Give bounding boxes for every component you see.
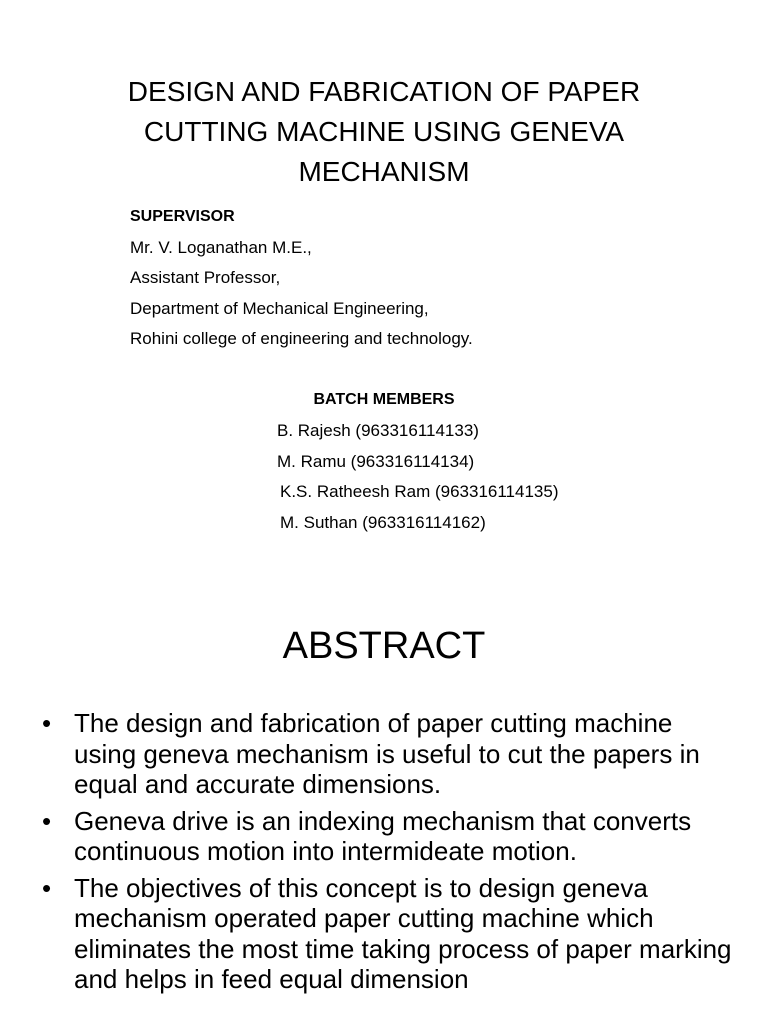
batch-member: M. Suthan (963316114162) xyxy=(280,512,486,532)
supervisor-heading: SUPERVISOR xyxy=(130,208,235,225)
batch-member: M. Ramu (963316114134) xyxy=(277,451,475,471)
supervisor-department: Department of Mechanical Engineering, xyxy=(130,298,429,318)
abstract-bullet-text: The objectives of this concept is to design geneva mechanism operated paper cutting machine which eliminates the most time taking process of paper marking and helps in feed equal dimension xyxy=(74,872,732,994)
bullet-dot-icon: • xyxy=(42,872,52,903)
batch-member: K.S. Ratheesh Ram (963316114135) xyxy=(280,482,559,501)
abstract-bullet xyxy=(40,806,740,867)
abstract-bullet-list xyxy=(40,708,740,1001)
batch-member: B. Rajesh (963316114133) xyxy=(277,421,479,440)
batch-members-list xyxy=(277,416,697,538)
supervisor-block xyxy=(130,202,690,355)
abstract-heading: ABSTRACT xyxy=(282,625,486,667)
project-title-line-2: CUTTING MACHINE USING GENEVA xyxy=(143,116,625,147)
supervisor-name: Mr. V. Loganathan M.E., xyxy=(130,237,312,257)
bullet-dot-icon: • xyxy=(42,708,52,738)
project-title xyxy=(60,72,708,192)
supervisor-college: Rohini college of engineering and technology. xyxy=(130,329,473,348)
batch-members-heading: BATCH MEMBERS xyxy=(313,391,455,408)
abstract-bullet-text: The design and fabrication of paper cutting machine using geneva mechanism is useful to cut the papers in equal and accurate dimensions. xyxy=(74,708,700,799)
project-title-line-1: DESIGN AND FABRICATION OF PAPER xyxy=(127,76,641,107)
abstract-slide xyxy=(0,570,768,1024)
project-title-line-3: MECHANISM xyxy=(298,156,470,187)
bullet-dot-icon: • xyxy=(42,805,52,836)
abstract-bullet-text: Geneva drive is an indexing mechanism that converts continuous motion into intermideate motion. xyxy=(74,805,692,866)
abstract-bullet xyxy=(40,873,740,995)
abstract-bullet xyxy=(40,708,740,800)
supervisor-position: Assistant Professor, xyxy=(130,268,281,287)
